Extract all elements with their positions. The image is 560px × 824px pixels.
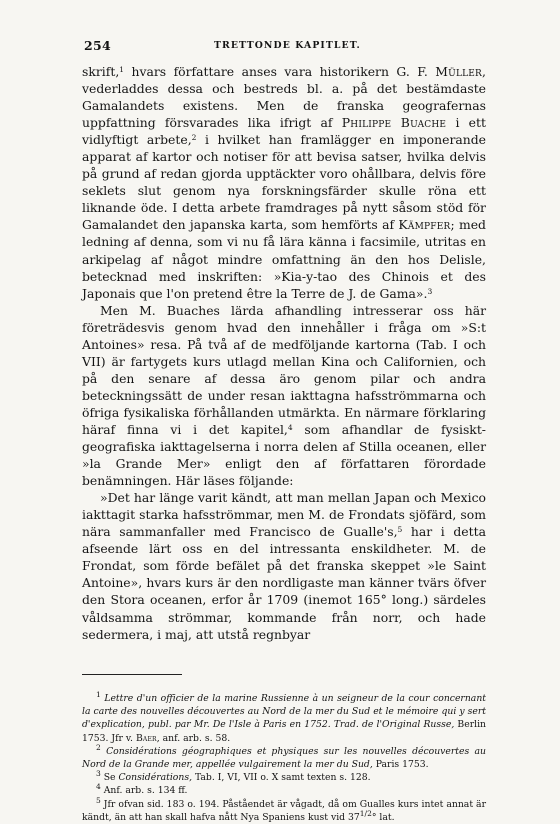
paragraph-2 <box>82 302 486 490</box>
footnote-number: 5 <box>96 795 101 805</box>
footnote-number: 2 <box>96 742 101 752</box>
text-run: ° lat. <box>371 811 395 823</box>
footnote-title: Lettre d'un officier de la marine Russienne à un seigneur de la cour concernant la carte des nouvelles découvertes au Nord de la mer du Sud et le mémoire qui y sert d'explication, publ. par Mr. De l'Isle à Paris en 1752. Trad. de l'Original Russe, <box>82 693 486 731</box>
footnote-ref-4: 4 <box>287 422 293 432</box>
text-run: ; med ledning af denna, som vi nu få lära känna i facsimile, utritas en arkipelag af något mindre omfattning än den hos Delisle, betecknad med inskriften: »Kia-y-tao des Chinois et des Japonais que l'on pretend être la Terre de J. de Gama». <box>82 217 486 301</box>
footnote-number: 4 <box>96 782 101 792</box>
footnote-5 <box>82 795 486 824</box>
text-run: Berlin 1753. Jfr v. <box>82 719 487 744</box>
text-run: i ett vidlyftigt arbete, <box>82 115 486 148</box>
text-run: , anf. arb. s. 58. <box>156 732 231 744</box>
footnote-4 <box>82 784 486 797</box>
footnote-divider <box>82 674 182 675</box>
footnotes <box>82 689 487 824</box>
footnote-ref-3: 3 <box>427 286 433 296</box>
text-run: »Det har länge varit kändt, att man mellan Japan och Mexico iakttagit starka hafsströmmar, men M. de Frondats sjöfärd, som nära sammanfaller med Francisco de Gualle's, <box>82 490 486 540</box>
text-run: har i detta afseende lärt oss en del intressanta enskildheter. M. de Frondat, som förde befälet på det franska skeppet »le Saint Antoine», hvars kurs är den nordligaste man känner tvärs öfver den Stora oceanen, erfor år 1709 (inemot 165° long.) särdeles våldsamma strömmar, kommande från norr, och hade sedermera, i maj, att utstå regnbyar <box>82 524 486 642</box>
footnote-1 <box>82 689 487 745</box>
paragraph-1 <box>82 63 486 302</box>
text-run: Se <box>100 772 119 784</box>
footnote-title: Considérations, <box>118 772 193 784</box>
author-name-baer: Baer <box>135 732 157 744</box>
footnote-title: Considérations géographiques et physiques sur les nouvelles découvertes au Nord de la Grande mer, appellée vulgairement la mer du Sud, <box>82 745 486 771</box>
footnote-2 <box>82 742 486 771</box>
running-head: TRETTONDE KAPITLET. <box>214 40 361 51</box>
text-run: i hvilket han framlägger en imponerande apparat af kartor och notiser för att bevisa satser, hvilka delvis på grund af redan gjorda upptäckter voro ohållbara, delvis före seklets slut genom nya forskningsfärder skulle röna ett liknande öde. I detta arbete framdrages på nytt såsom stöd för Gamalandet den japanska karta, som hemförts af <box>82 132 486 233</box>
author-name-muller: Müller <box>435 64 483 79</box>
text-run: Tab. I, VI, VII o. X samt texten s. 128. <box>192 772 371 784</box>
paragraph-3-quote <box>82 489 486 642</box>
text-run: Men M. Buaches lärda afhandling intresserar oss här företrädesvis genom hvad den innehåller i fråga om »S:t Antoines» resa. På två af de medföljande kartorna (Tab. I och VII) är fartygets kurs utlagd mellan Kina och Californien, och på den senare af dessa äro genom pilar och andra beteckningssätt de under resan iakttagna hafsströmmarna och öfriga fysikaliska förhållanden utmärkta. En närmare förklaring häraf finna vi i det kapitel, <box>82 302 486 437</box>
footnote-number: 3 <box>96 769 101 779</box>
footnote-ref-2: 2 <box>191 133 197 143</box>
footnote-ref-5: 5 <box>397 525 403 535</box>
text-run: Jfr ofvan sid. 183 o. 194. Påståendet är vågadt, då om Gualles kurs intet annat är kändt, än att han skall hafva nått Nya Spaniens kust vid 37 <box>82 798 486 823</box>
text-run: hvars författare anses vara historikern G. F. <box>124 64 436 79</box>
page-header <box>84 38 484 54</box>
page-number: 254 <box>84 38 111 53</box>
body-text <box>82 63 486 643</box>
author-name-buache: Philippe Buache <box>341 115 447 131</box>
footnote-3 <box>82 771 486 784</box>
text-run: som afhandlar de fysiskt-geografiska iakttagelserna i norra delen af Stilla oceanen, eller »la Grande Mer» enligt den af författaren förordade benämningen. Här läses följande: <box>82 421 486 489</box>
author-name-kampfer: Kämpfer <box>398 217 451 233</box>
text-run: Paris 1753. <box>372 759 429 771</box>
footnote-number: 1 <box>96 689 101 699</box>
fraction: 1/2 <box>359 808 372 818</box>
text-run: skrift, <box>82 64 120 79</box>
text-run: , vederladdes dessa och bestreds bl. a. på det bestämdaste Gamalandets existens. Men de franska geografernas uppfattning försvarades lika ifrigt af <box>82 64 486 131</box>
footnote-ref-1: 1 <box>119 64 125 74</box>
text-run: Anf. arb. s. 134 ff. <box>100 785 188 797</box>
